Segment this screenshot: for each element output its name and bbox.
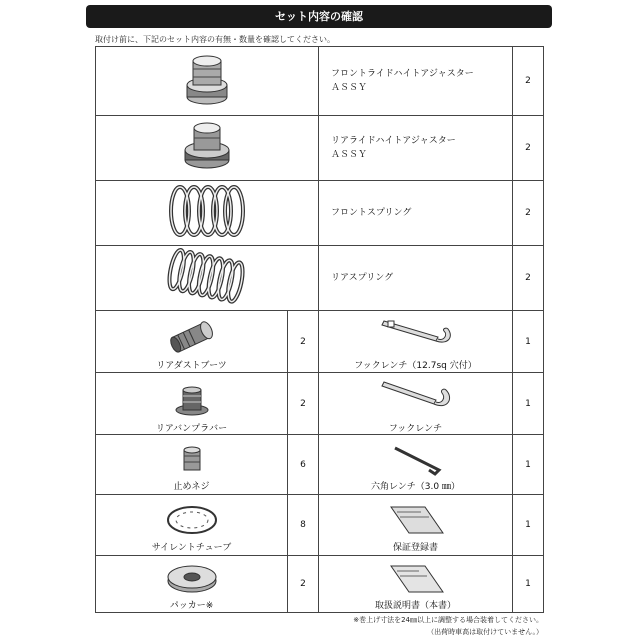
item-qty: 6 [288, 435, 319, 495]
item-qty: 1 [513, 373, 544, 435]
front-spring-icon [162, 182, 252, 240]
item-cell [96, 495, 288, 556]
item-qty: 2 [288, 556, 319, 613]
table-row [96, 311, 544, 373]
section-header [86, 5, 552, 28]
item-image-cell [96, 116, 319, 181]
intro-text: 取付け前に、下記のセット内容の有無・数量を確認してください。 [95, 35, 335, 44]
bump-rubber-icon [172, 380, 212, 418]
item-name: フックレンチ [388, 423, 443, 434]
hook-wrench-square-hole-icon [376, 319, 456, 355]
set-contents-table [95, 46, 544, 613]
warranty-document-icon [381, 503, 451, 537]
table-row [96, 373, 544, 435]
item-image-cell [96, 246, 319, 311]
item-qty: 1 [513, 435, 544, 495]
table-row [96, 246, 544, 311]
table-row [96, 435, 544, 495]
item-qty: 2 [513, 116, 544, 181]
item-image-cell [96, 181, 319, 246]
item-qty: 1 [513, 311, 544, 373]
item-name: サイレントチューブ [151, 543, 232, 553]
item-qty: 2 [513, 47, 544, 116]
item-qty: 1 [513, 556, 544, 613]
item-name-cell [319, 181, 513, 246]
item-qty: 2 [513, 181, 544, 246]
item-name: 六角レンチ（3.0 ㎜） [371, 481, 460, 492]
item-name-line2: ＡＳＳＹ [331, 83, 368, 93]
item-cell [319, 311, 513, 373]
table-row [96, 116, 544, 181]
item-name-cell [319, 246, 513, 311]
table-row [96, 556, 544, 613]
front-ride-height-adjuster-icon [172, 47, 242, 111]
item-cell [96, 373, 288, 435]
item-qty: 2 [288, 311, 319, 373]
item-image-cell [96, 47, 319, 116]
item-qty: 2 [513, 246, 544, 311]
item-qty: 8 [288, 495, 319, 556]
item-cell [319, 556, 513, 613]
item-name: 止めネジ [173, 481, 210, 492]
table-row [96, 495, 544, 556]
item-name: パッカー※ [169, 601, 214, 611]
item-cell [96, 311, 288, 373]
item-name: リアバンプラバー [155, 423, 228, 434]
item-name: リアダストブーツ [156, 360, 227, 371]
item-name: フックレンチ（12.7sq 穴付） [354, 360, 477, 371]
item-name-cell [319, 116, 513, 181]
item-name: 取扱説明書（本書） [374, 601, 456, 611]
rear-spring-icon [162, 247, 252, 305]
item-name: リアライドハイトアジャスター [331, 136, 456, 146]
packer-icon [164, 563, 220, 595]
item-name: リアスプリング [331, 273, 394, 283]
section-title: セット内容の確認 [275, 10, 363, 23]
rear-ride-height-adjuster-icon [172, 116, 242, 176]
hex-key-icon [381, 444, 451, 476]
item-qty: 1 [513, 495, 544, 556]
footnote: ※巻上げ寸法を24㎜以上に調整する場合装着してください。 [353, 616, 543, 624]
instruction-manual-icon [381, 563, 451, 595]
item-cell [96, 435, 288, 495]
item-name-cell [319, 47, 513, 116]
item-qty: 2 [288, 373, 319, 435]
item-name: 保証登録書 [392, 543, 438, 553]
hook-wrench-icon [376, 380, 456, 418]
footnote: （出荷時車高は取付けていません。） [427, 628, 543, 636]
item-cell [319, 495, 513, 556]
item-name: フロントスプリング [331, 208, 412, 218]
silent-tube-icon [164, 503, 220, 537]
dust-boot-icon [162, 319, 222, 355]
table-row [96, 47, 544, 116]
item-name: フロントライドハイトアジャスター [331, 69, 474, 79]
item-cell [319, 373, 513, 435]
item-cell [96, 556, 288, 613]
table-row [96, 181, 544, 246]
item-cell [319, 435, 513, 495]
set-screw-icon [177, 444, 207, 476]
item-name-line2: ＡＳＳＹ [331, 150, 368, 160]
